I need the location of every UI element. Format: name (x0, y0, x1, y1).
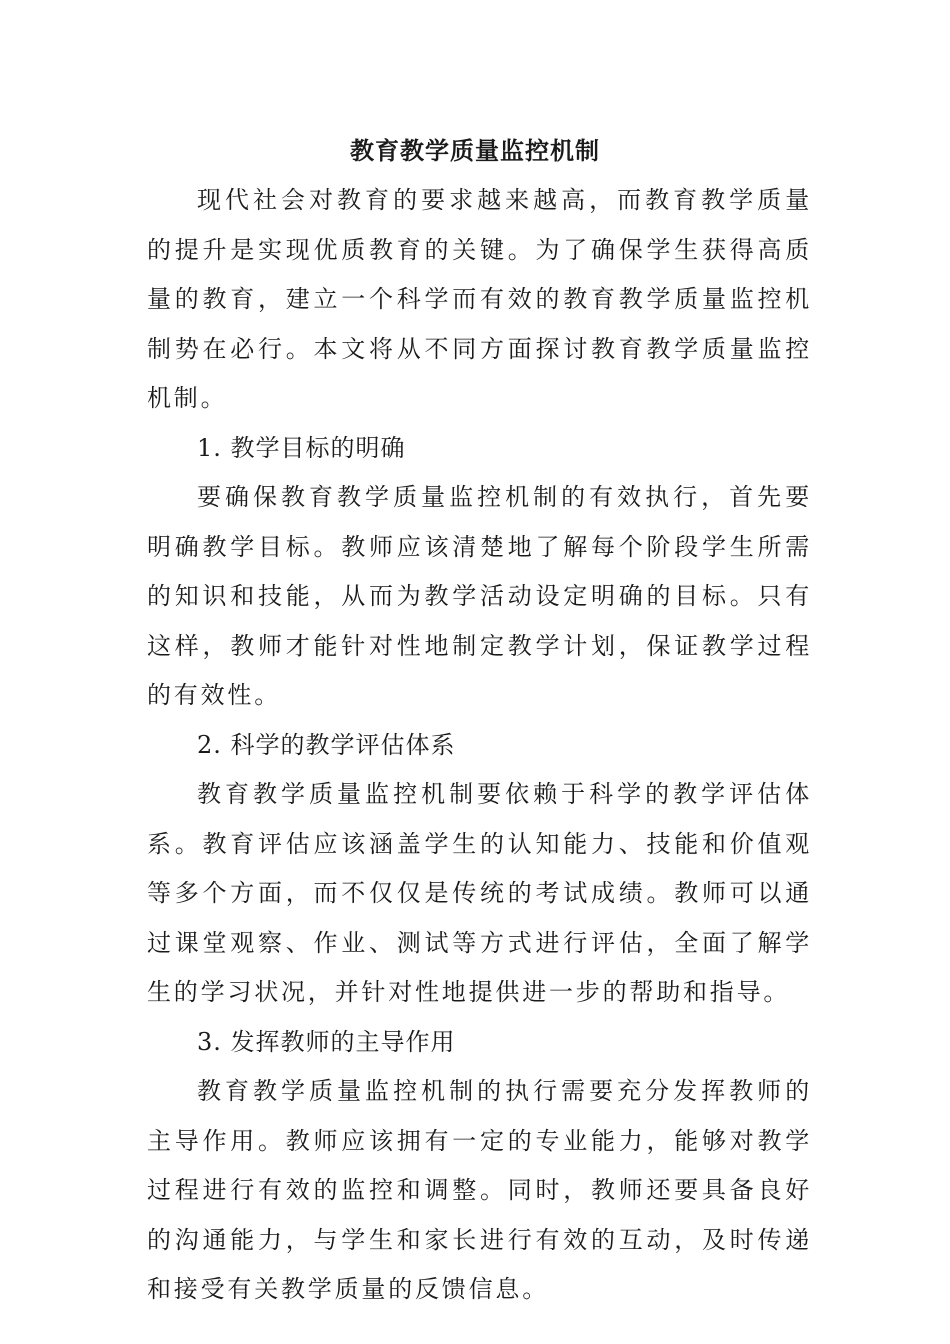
section-paragraph-1: 要确保教育教学质量监控机制的有效执行，首先要明确教学目标。教师应该清楚地了解每个阶段学生所需的知识和技能，从而为教学活动设定明确的目标。只有这样，教师才能针对性地制定教学计划，保证教学过程的有效性。 (147, 483, 812, 709)
section-heading-2: 2. 科学的教学评估体系 (197, 730, 456, 759)
document-title: 教育教学质量监控机制 (350, 136, 600, 165)
section-heading-1: 1. 教学目标的明确 (197, 433, 406, 462)
section-paragraph-3: 教育教学质量监控机制的执行需要充分发挥教师的主导作用。教师应该拥有一定的专业能力，能够对教学过程进行有效的监控和调整。同时，教师还要具备良好的沟通能力，与学生和家长进行有效的互动，及时传递和接受有关教学质量的反馈信息。 (147, 1077, 812, 1303)
section-heading-3: 3. 发挥教师的主导作用 (197, 1027, 456, 1056)
document-body (147, 176, 812, 1315)
intro-paragraph: 现代社会对教育的要求越来越高，而教育教学质量的提升是实现优质教育的关键。为了确保学生获得高质量的教育，建立一个科学而有效的教育教学质量监控机制势在必行。本文将从不同方面探讨教育教学质量监控机制。 (147, 186, 812, 412)
section-paragraph-2: 教育教学质量监控机制要依赖于科学的教学评估体系。教育评估应该涵盖学生的认知能力、技能和价值观等多个方面，而不仅仅是传统的考试成绩。教师可以通过课堂观察、作业、测试等方式进行评估，全面了解学生的学习状况，并针对性地提供进一步的帮助和指导。 (147, 780, 812, 1006)
